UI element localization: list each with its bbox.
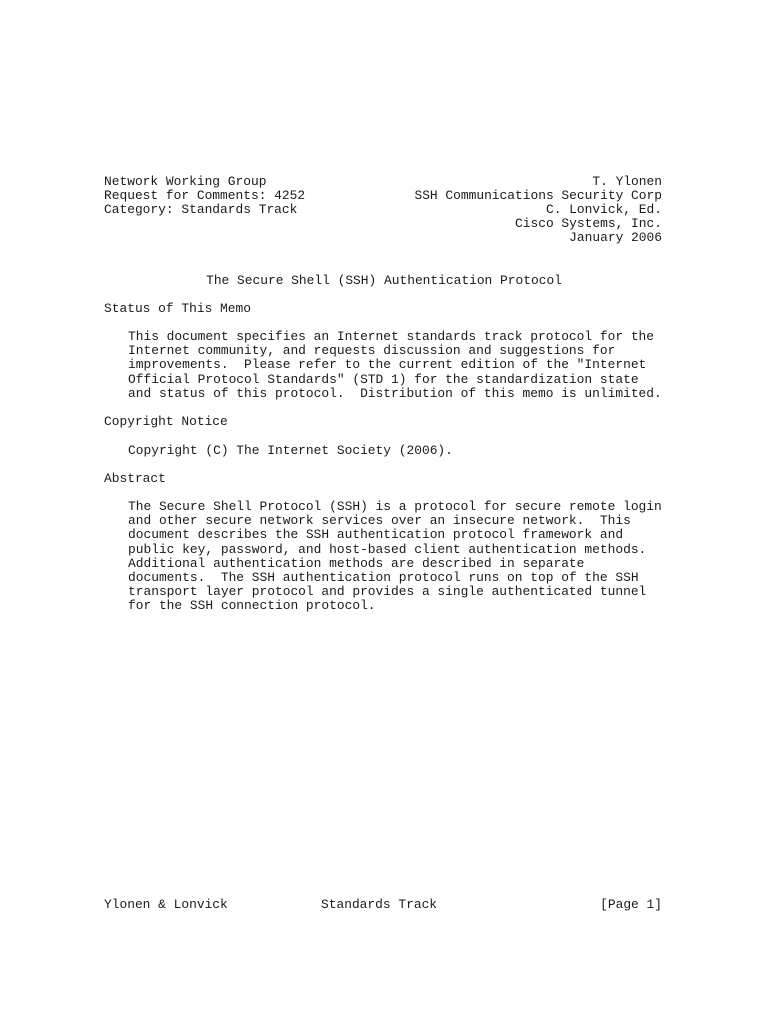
header-right-line: January 2006: [569, 230, 662, 245]
paragraph-line: public key, password, and host-based client authentication methods.: [128, 541, 647, 557]
paragraph-line: documents. The SSH authentication protocol runs on top of the SSH: [128, 570, 639, 586]
header-left-line: Request for Comments: 4252: [104, 188, 306, 203]
paragraph-line: for the SSH connection protocol.: [128, 598, 376, 614]
paragraph-line: improvements. Please refer to the current edition of the "Internet: [128, 357, 647, 373]
paragraph-line: document describes the SSH authentication protocol framework and: [128, 527, 624, 543]
paragraph-line: This document specifies an Internet standards track protocol for the: [128, 329, 655, 344]
copyright-paragraph: [128, 444, 453, 458]
footer-page-number: [Page 1]: [600, 897, 662, 912]
document-title: The Secure Shell (SSH) Authentication Protocol: [206, 273, 562, 288]
header-right-line: C. Lonvick, Ed.: [545, 202, 662, 217]
paragraph-line: Additional authentication methods are described in separate: [128, 555, 585, 571]
paragraph-line: and status of this protocol. Distribution of this memo is unlimited.: [128, 385, 662, 401]
paragraph-line: The Secure Shell Protocol (SSH) is a protocol for secure remote login: [128, 499, 662, 514]
section-heading-abstract: Abstract: [104, 471, 166, 486]
section-heading-status: Status of This Memo: [104, 301, 251, 316]
header-left-line: Network Working Group: [104, 174, 267, 189]
paragraph-line: Copyright (C) The Internet Society (2006).: [128, 443, 453, 458]
abstract-paragraph: [128, 500, 662, 614]
header-right-line: Cisco Systems, Inc.: [515, 216, 662, 231]
paragraph-line: Internet community, and requests discussion and suggestions for: [128, 343, 616, 359]
header-right-line: T. Ylonen: [592, 174, 662, 189]
paragraph-line: Official Protocol Standards" (STD 1) for the standardization state: [128, 371, 639, 387]
footer-track: Standards Track: [321, 897, 438, 912]
footer-authors: Ylonen & Lonvick: [104, 897, 228, 912]
header-right-line: SSH Communications Security Corp: [414, 188, 662, 203]
paragraph-line: transport layer protocol and provides a single authenticated tunnel: [128, 584, 647, 600]
paragraph-line: and other secure network services over an insecure network. This: [128, 513, 631, 529]
status-paragraph: [128, 330, 662, 401]
section-heading-copyright: Copyright Notice: [104, 414, 228, 429]
header-left-line: Category: Standards Track: [104, 202, 298, 217]
